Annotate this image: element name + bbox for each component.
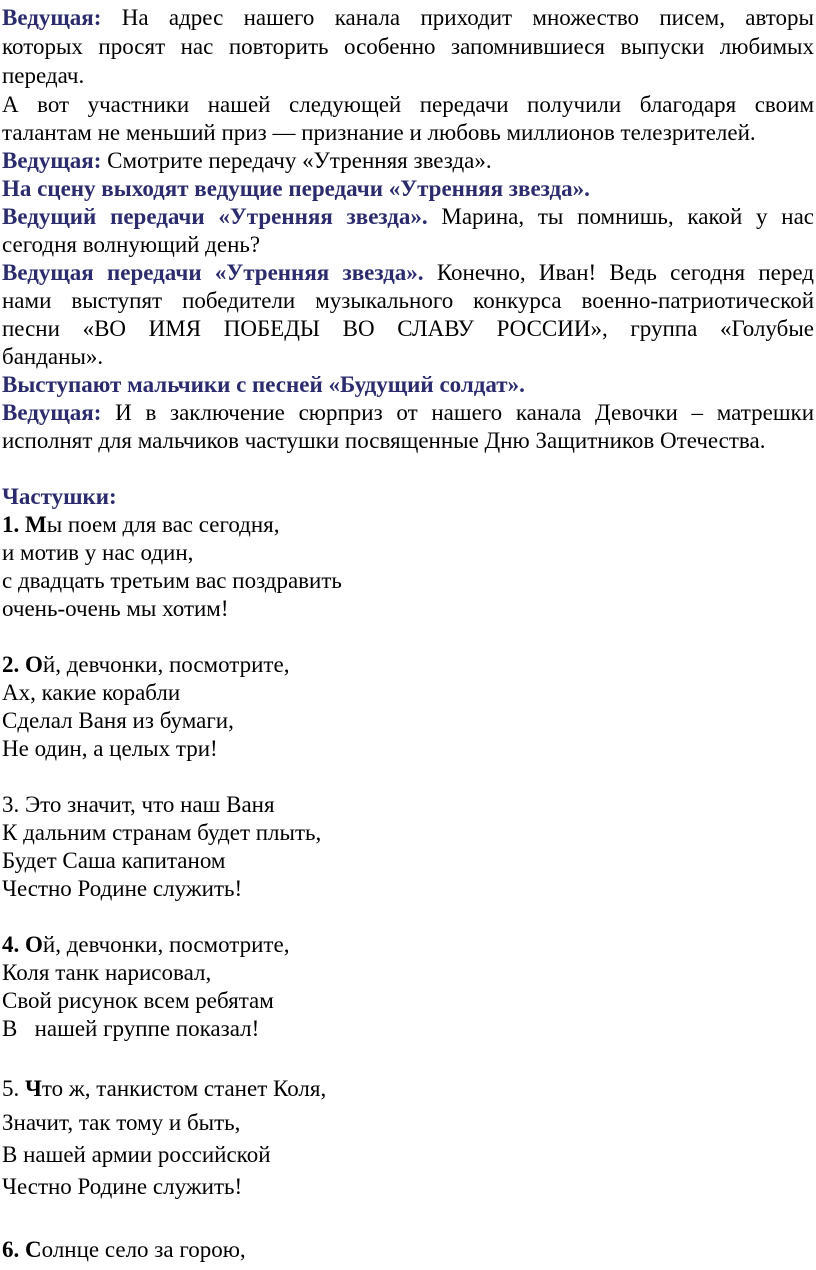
speaker-label: Ведущая: <box>2 400 102 425</box>
line-text: Марина, ты помнишь, какой у нас <box>441 204 814 229</box>
line-text: талантам не меньший приз — признание и любовь миллионов телезрителей. <box>2 120 756 145</box>
verse-text: ы поем для вас сегодня, <box>46 512 280 537</box>
paragraph-line <box>2 147 814 175</box>
paragraph-line <box>2 62 814 90</box>
verse-line <box>2 651 814 679</box>
verse-line: К дальним странам будет плыть, <box>2 820 322 845</box>
verse-line: Будет Саша капитаном <box>2 848 226 873</box>
line-text: исполнят для мальчиков частушки посвященные Дню Защитников Отечества. <box>2 428 766 453</box>
paragraph-line <box>2 203 814 231</box>
verse-number: 4. О <box>2 932 43 957</box>
verse-line: Не один, а целых три! <box>2 736 218 761</box>
verse-capital: Ч <box>25 1076 42 1101</box>
paragraph-line <box>2 427 814 455</box>
stage-direction: Выступают мальчики с песней «Будущий солдат». <box>2 372 525 397</box>
verse-line: Честно Родине служить! <box>2 876 243 901</box>
line-text: На адрес нашего канала приходит множество писем, авторы <box>121 5 814 30</box>
line-text: передач. <box>2 63 85 88</box>
verse-text: й, девчонки, посмотрите, <box>42 652 290 677</box>
paragraph-line <box>2 399 814 427</box>
speaker-label: Ведущая передачи «Утренняя звезда». <box>2 260 424 285</box>
stage-direction: На сцену выходят ведущие передачи «Утренняя звезда». <box>2 176 590 201</box>
verse-line <box>2 511 814 539</box>
verse-line: Честно Родине служить! <box>2 1174 243 1199</box>
speaker-label: Ведущий передачи «Утренняя звезда». <box>2 204 428 229</box>
speaker-label: Ведущая: <box>2 5 102 30</box>
line-text: И в заключение сюрприз от нашего канала Девочки – матрешки <box>115 400 815 425</box>
verse-number: 5. <box>2 1076 25 1101</box>
section-heading: Частушки: <box>2 484 117 509</box>
verse-text: олнце село за горою, <box>41 1237 246 1262</box>
verse-line: 3. Это значит, что наш Ваня <box>2 792 275 817</box>
line-text: нами выступят победители музыкального конкурса военно-патриотической <box>2 288 814 313</box>
line-text: сегодня волнующий день? <box>2 232 261 257</box>
verse-line: очень-очень мы хотим! <box>2 596 229 621</box>
paragraph-line <box>2 343 814 371</box>
verse-line: и мотив у нас один, <box>2 540 194 565</box>
verse-line <box>2 931 814 959</box>
line-text: Конечно, Иван! Ведь сегодня перед <box>436 260 814 285</box>
verse-line: с двадцать третьим вас поздравить <box>2 568 342 593</box>
line-text: Смотрите передачу «Утренняя звезда». <box>101 148 492 173</box>
paragraph-line <box>2 33 814 61</box>
line-text: А вот участники нашей следующей передачи получили благодаря своим <box>2 92 814 117</box>
paragraph-line <box>2 315 814 343</box>
verse-line: Свой рисунок всем ребятам <box>2 988 274 1013</box>
verse-text: й, девчонки, посмотрите, <box>42 932 290 957</box>
speaker-label: Ведущая: <box>2 148 102 173</box>
paragraph-line <box>2 287 814 315</box>
line-text: банданы». <box>2 344 104 369</box>
verse-line: В нашей группе показал! <box>2 1016 260 1041</box>
paragraph-line <box>2 91 814 119</box>
line-text: которых просят нас повторить особенно запомнившиеся выпуски любимых <box>2 34 814 59</box>
line-text: песни «ВО ИМЯ ПОБЕДЫ ВО СЛАВУ РОССИИ», группа «Голубые <box>2 316 814 341</box>
verse-line: Коля танк нарисовал, <box>2 960 212 985</box>
verse-line: Сделал Ваня из бумаги, <box>2 708 234 733</box>
verse-line <box>2 1236 814 1264</box>
verse-number: 1. М <box>2 512 47 537</box>
verse-number: 2. О <box>2 652 43 677</box>
paragraph-line <box>2 259 814 287</box>
verse-line: Ах, какие корабли <box>2 680 181 705</box>
verse-line <box>2 1075 814 1103</box>
verse-line: В нашей армии российской <box>2 1142 271 1167</box>
paragraph-line <box>2 231 814 259</box>
paragraph-line <box>2 4 814 32</box>
verse-line: Значит, так тому и быть, <box>2 1110 241 1135</box>
verse-number: 6. С <box>2 1237 42 1262</box>
verse-text: то ж, танкистом станет Коля, <box>41 1076 327 1101</box>
paragraph-line <box>2 119 814 147</box>
